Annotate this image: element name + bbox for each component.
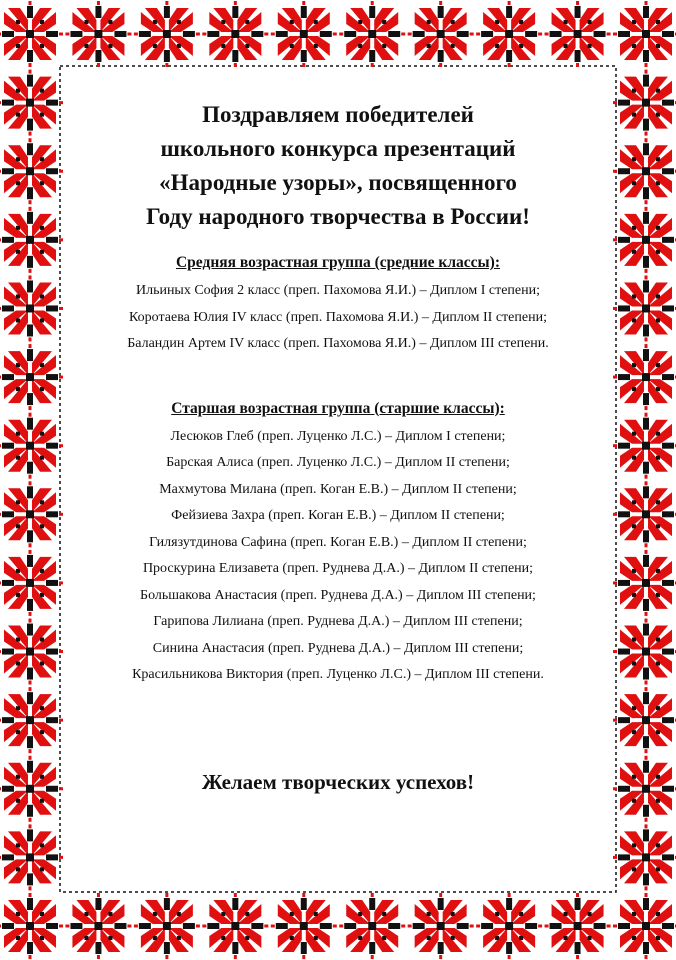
folk-cross-stitch-star-icon [0, 70, 63, 136]
folk-cross-stitch-star-icon [613, 619, 676, 685]
folk-cross-stitch-star-icon [0, 413, 63, 479]
title-line: Поздравляем победителей [202, 102, 474, 127]
winner-entry: Ильиных София 2 класс (преп. Пахомова Я.И.) – Диплом I степени; [135, 283, 541, 298]
folk-cross-stitch-star-icon [408, 893, 474, 959]
winner-entry: Махмутова Милана (преп. Коган Е.В.) – Диплом II степени; [159, 481, 517, 497]
winner-entry: Проскурина Елизавета (преп. Руднева Д.А.) – Диплом II степени; [142, 561, 534, 576]
winner-entry: Гарипова Лилиана (преп. Руднева Д.А.) – Диплом III степени; [153, 614, 523, 629]
winner-entry: Баландин Артем IV класс (преп. Пахомова Я.И.) – Диплом III степени. [127, 336, 549, 351]
folk-cross-stitch-star-icon [545, 893, 611, 959]
folk-cross-stitch-star-icon [613, 481, 676, 547]
folk-cross-stitch-star-icon [613, 687, 676, 753]
folk-cross-stitch-star-icon [339, 1, 405, 67]
winner-entry: Большакова Анастасия (преп. Руднева Д.А.) – Диплом III степени; [140, 587, 536, 603]
folk-cross-stitch-star-icon [0, 275, 63, 341]
group-middle [66, 254, 610, 358]
winner-entry: Фейзиева Захра (преп. Коган Е.В.) – Диплом II степени; [171, 508, 505, 523]
winner-entry: Барская Алиса (преп. Луценко Л.С.) – Диплом II степени; [166, 455, 510, 470]
folk-cross-stitch-star-icon [134, 893, 200, 959]
folk-cross-stitch-star-icon [0, 481, 63, 547]
folk-cross-stitch-star-icon [0, 619, 63, 685]
winner-entry: Коротаева Юлия IV класс (преп. Пахомова Я.И.) – Диплом II степени; [129, 309, 547, 325]
folk-cross-stitch-star-icon [613, 893, 676, 959]
closing-wish: Желаем творческих успехов! [201, 770, 475, 794]
folk-cross-stitch-star-icon [613, 756, 676, 822]
folk-cross-stitch-star-icon [613, 275, 676, 341]
group-senior [66, 400, 610, 689]
folk-cross-stitch-star-icon [0, 344, 63, 410]
folk-cross-stitch-star-icon [0, 138, 63, 204]
winner-entry: Красильникова Виктория (преп. Луценко Л.С.) – Диплом III степени. [132, 667, 544, 682]
folk-cross-stitch-star-icon [0, 824, 63, 890]
folk-cross-stitch-star-icon [0, 756, 63, 822]
folk-cross-stitch-star-icon [202, 1, 268, 67]
folk-cross-stitch-star-icon [613, 824, 676, 890]
folk-cross-stitch-star-icon [0, 1, 63, 67]
folk-cross-stitch-star-icon [0, 207, 63, 273]
folk-cross-stitch-star-icon [476, 893, 542, 959]
winner-entry: Лесюков Глеб (преп. Луценко Л.С.) – Диплом I степени; [170, 428, 506, 444]
folk-cross-stitch-star-icon [476, 1, 542, 67]
folk-cross-stitch-star-icon [339, 893, 405, 959]
folk-cross-stitch-star-icon [271, 1, 337, 67]
folk-cross-stitch-star-icon [613, 550, 676, 616]
folk-cross-stitch-star-icon [202, 893, 268, 959]
folk-cross-stitch-star-icon [613, 344, 676, 410]
folk-cross-stitch-star-icon [545, 1, 611, 67]
winner-entry: Гилязутдинова Сафина (преп. Коган Е.В.) – Диплом II степени; [149, 534, 527, 550]
folk-cross-stitch-star-icon [271, 893, 337, 959]
folk-cross-stitch-star-icon [0, 893, 63, 959]
folk-cross-stitch-star-icon [65, 893, 131, 959]
group-heading: Старшая возрастная группа (старшие классы): [171, 399, 505, 417]
page-title [66, 98, 610, 234]
title-line: школьного конкурса презентаций [160, 136, 516, 161]
winner-entry: Синина Анастасия (преп. Руднева Д.А.) – Диплом III степени; [152, 640, 524, 656]
title-line: «Народные узоры», посвященного [159, 170, 517, 195]
folk-cross-stitch-star-icon [613, 413, 676, 479]
group-heading: Средняя возрастная группа (средние классы): [175, 254, 500, 271]
folk-cross-stitch-star-icon [0, 687, 63, 753]
folk-cross-stitch-star-icon [613, 138, 676, 204]
folk-cross-stitch-star-icon [613, 70, 676, 136]
folk-cross-stitch-star-icon [134, 1, 200, 67]
folk-cross-stitch-star-icon [408, 1, 474, 67]
folk-cross-stitch-star-icon [65, 1, 131, 67]
folk-cross-stitch-star-icon [613, 207, 676, 273]
folk-cross-stitch-star-icon [0, 550, 63, 616]
folk-cross-stitch-star-icon [613, 1, 676, 67]
diploma-content [66, 70, 610, 890]
title-line: Году народного творчества в России! [146, 204, 530, 229]
